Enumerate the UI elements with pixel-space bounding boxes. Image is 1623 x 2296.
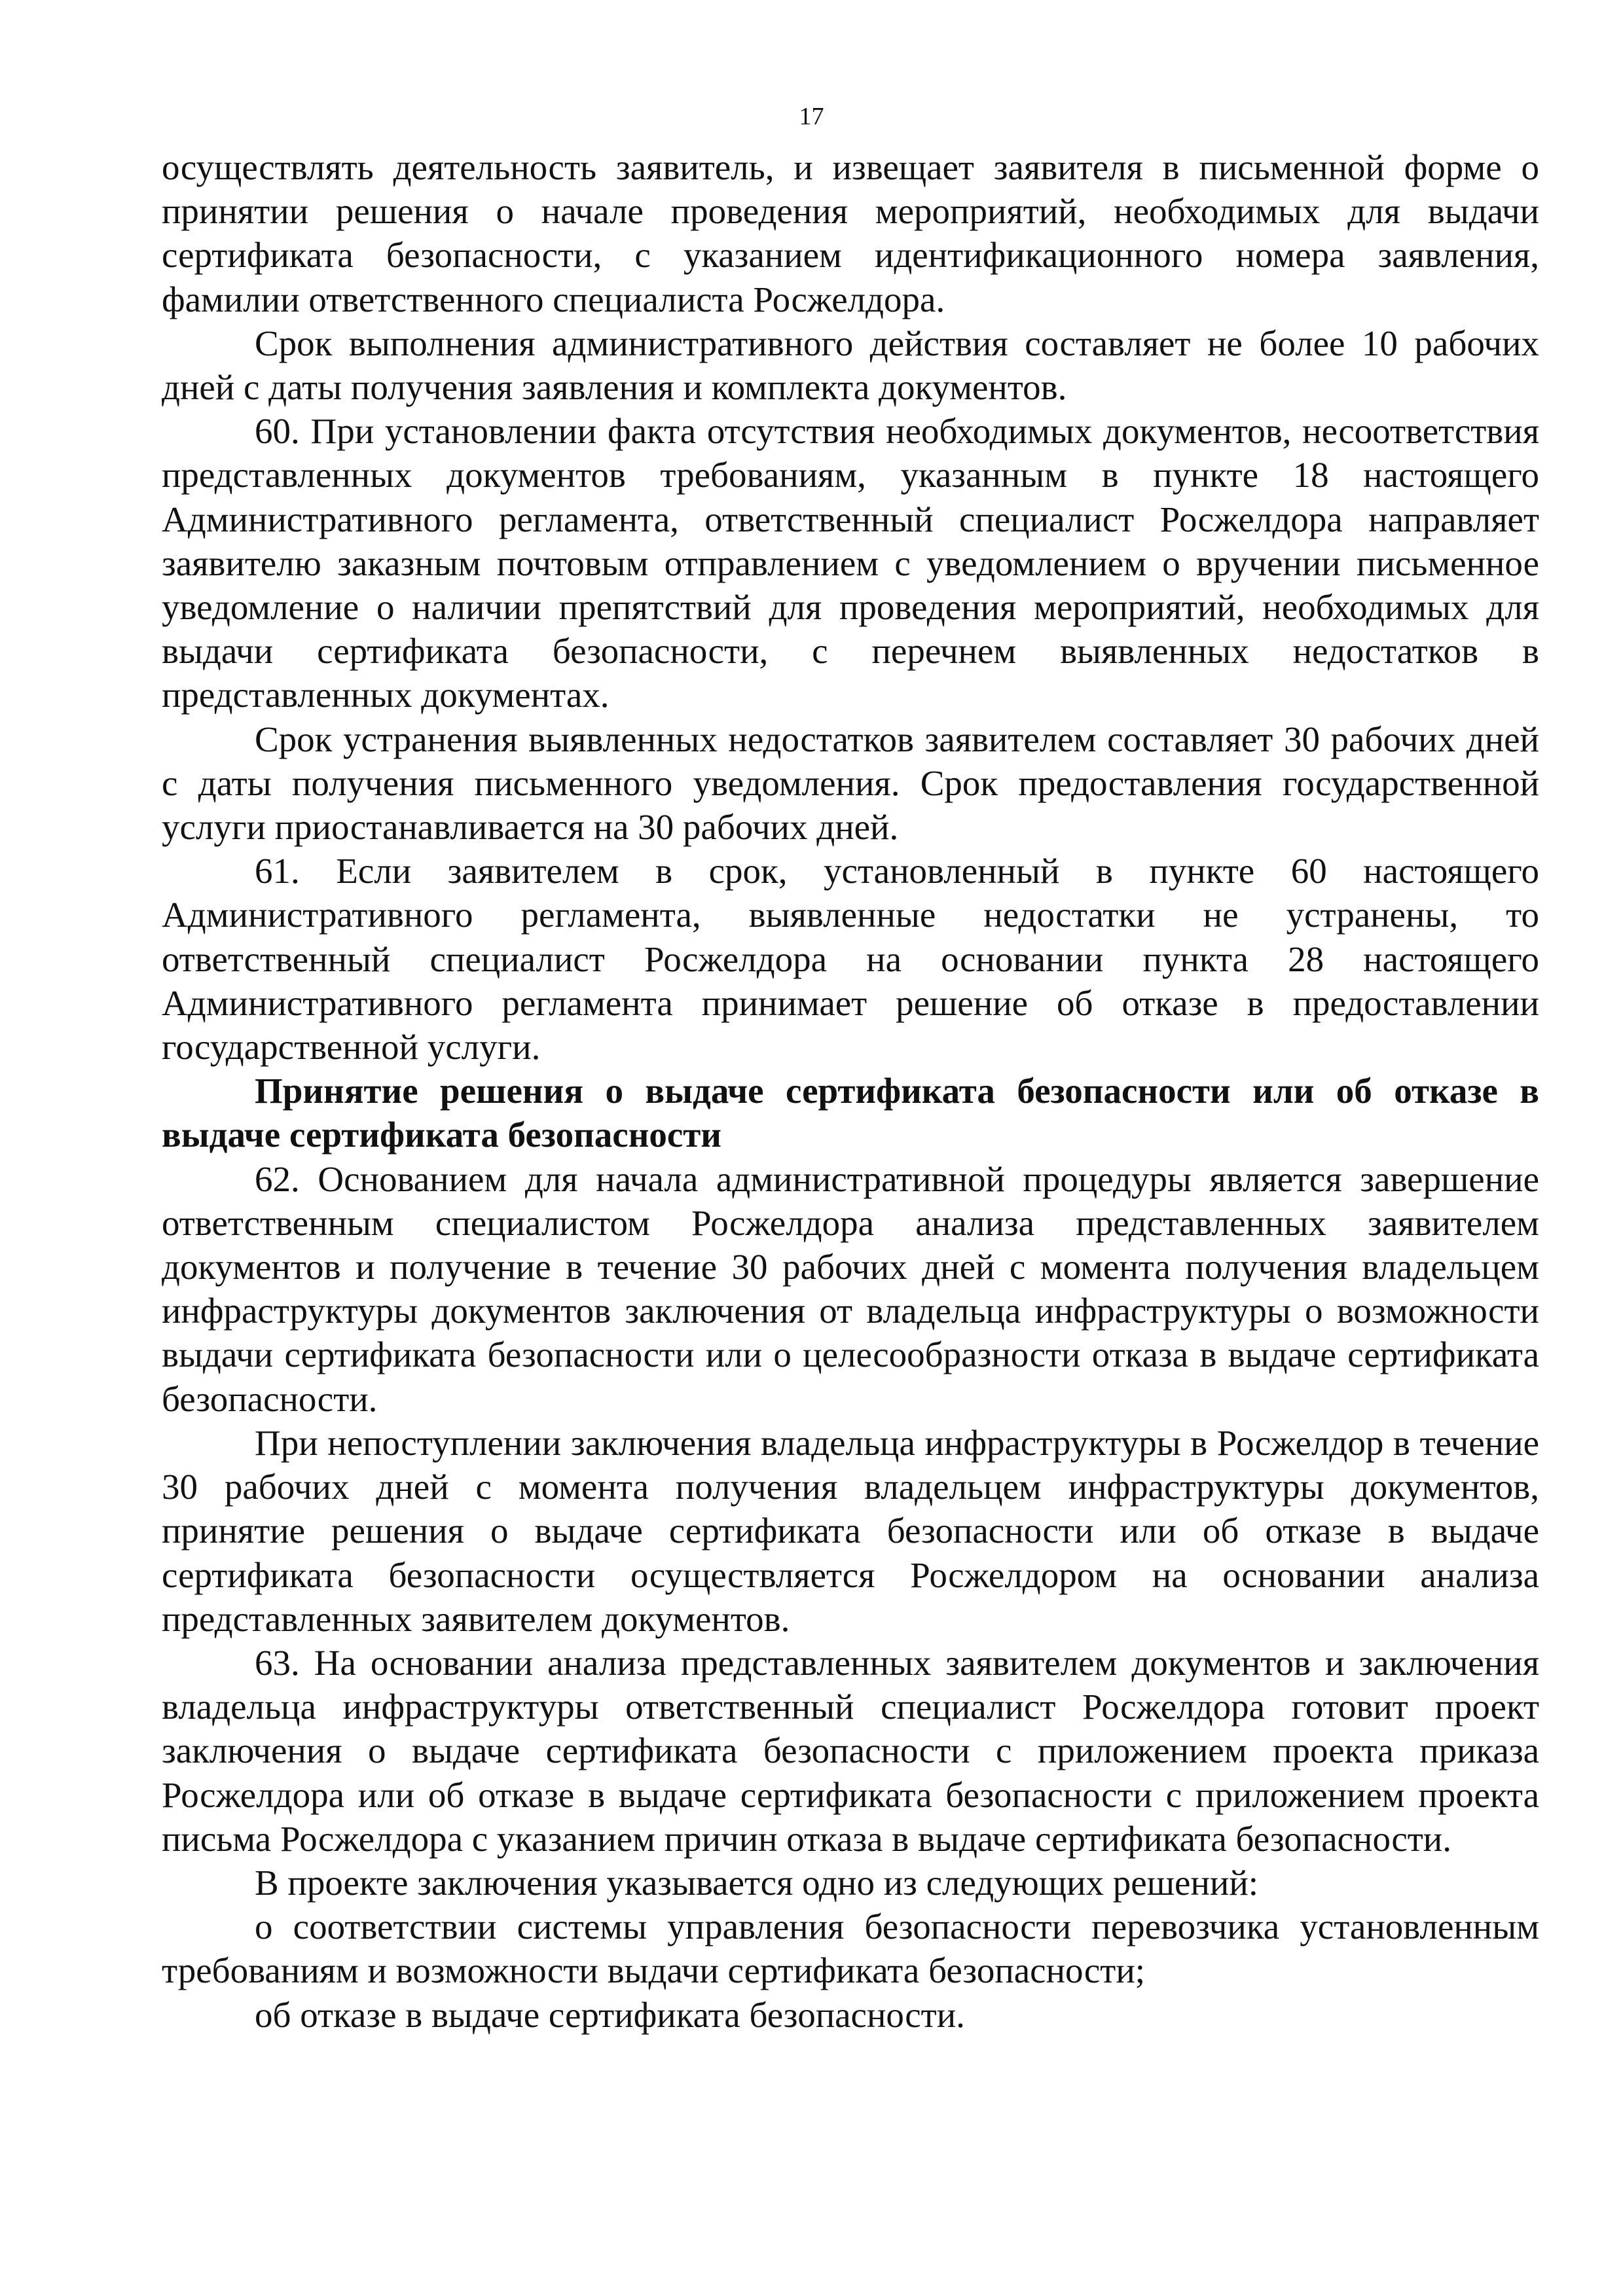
paragraph-item-63: 63. На основании анализа представленных заявителем документов и заключения владельца инфраструктуры ответственный специалист Росжелдора готовит проект заключения о выдаче сертификата безопасности с приложением проекта приказа Росжелдора или об отказе в выдаче сертификата безопасности с приложением проекта письма Росжелдора с указанием причин отказа в выдаче сертификата безопасности. [162,1642,1539,1859]
page-number: 17 [799,103,824,130]
paragraph-item-61: 61. Если заявителем в срок, установленный в пункте 60 настоящего Административного регламента, выявленные недостатки не устранены, то ответственный специалист Росжелдора на основании пункта 28 настоящего Административного регламента принимает решение об отказе в предоставлении государственной услуги. [162,851,1539,1067]
paragraph-no-conclusion: При непоступлении заключения владельца инфраструктуры в Росжелдор в течение 30 рабочих дней с момента получения владельцем инфраструктуры документов, принятие решения о выдаче сертификата безопасности или об отказе в выдаче сертификата безопасности осуществляется Росжелдором на основании анализа представленных заявителем документов. [162,1422,1539,1639]
paragraph-deadline-10-days: Срок выполнения административного действия составляет не более 10 рабочих дней с даты получения заявления и комплекта документов. [162,323,1539,408]
paragraph-decision-refusal: об отказе в выдаче сертификата безопасности. [255,1994,965,2035]
paragraph-decision-compliance: о соответствии системы управления безопасности перевозчика установленным требованиям и возможности выдачи сертификата безопасности; [162,1907,1539,1991]
paragraph-deadline-30-days: Срок устранения выявленных недостатков заявителем составляет 30 рабочих дней с даты получения письменного уведомления. Срок предоставления государственной услуги приостанавливается на 30 рабочих дней. [162,719,1539,848]
section-heading: Принятие решения о выдаче сертификата безопасности или об отказе в выдаче сертификата безопасности [162,1071,1539,1155]
paragraph-item-60: 60. При установлении факта отсутствия необходимых документов, несоответствия представленных документов требованиям, указанным в пункте 18 настоящего Административного регламента, ответственный специалист Росжелдора направляет заявителю заказным почтовым отправлением с уведомлением о вручении письменное уведомление о наличии препятствий для проведения мероприятий, необходимых для выдачи сертификата безопасности, с перечнем выявленных недостатков в представленных документах. [162,411,1539,715]
paragraph-continuation: осуществлять деятельность заявитель, и извещает заявителя в письменной форме о принятии решения о начале проведения мероприятий, необходимых для выдачи сертификата безопасности, с указанием идентификационного номера заявления, фамилии ответственного специалиста Росжелдора. [162,147,1539,319]
document-body [162,145,1539,2037]
paragraph-decisions-intro: В проекте заключения указывается одно из следующих решений: [255,1862,1259,1903]
paragraph-item-62: 62. Основанием для начала административной процедуры является завершение ответственным специалистом Росжелдора анализа представленных заявителем документов и получение в течение 30 рабочих дней с момента получения владельцем инфраструктуры документов заключения от владельца инфраструктуры о возможности выдачи сертификата безопасности или о целесообразности отказа в выдаче сертификата безопасности. [162,1158,1539,1419]
